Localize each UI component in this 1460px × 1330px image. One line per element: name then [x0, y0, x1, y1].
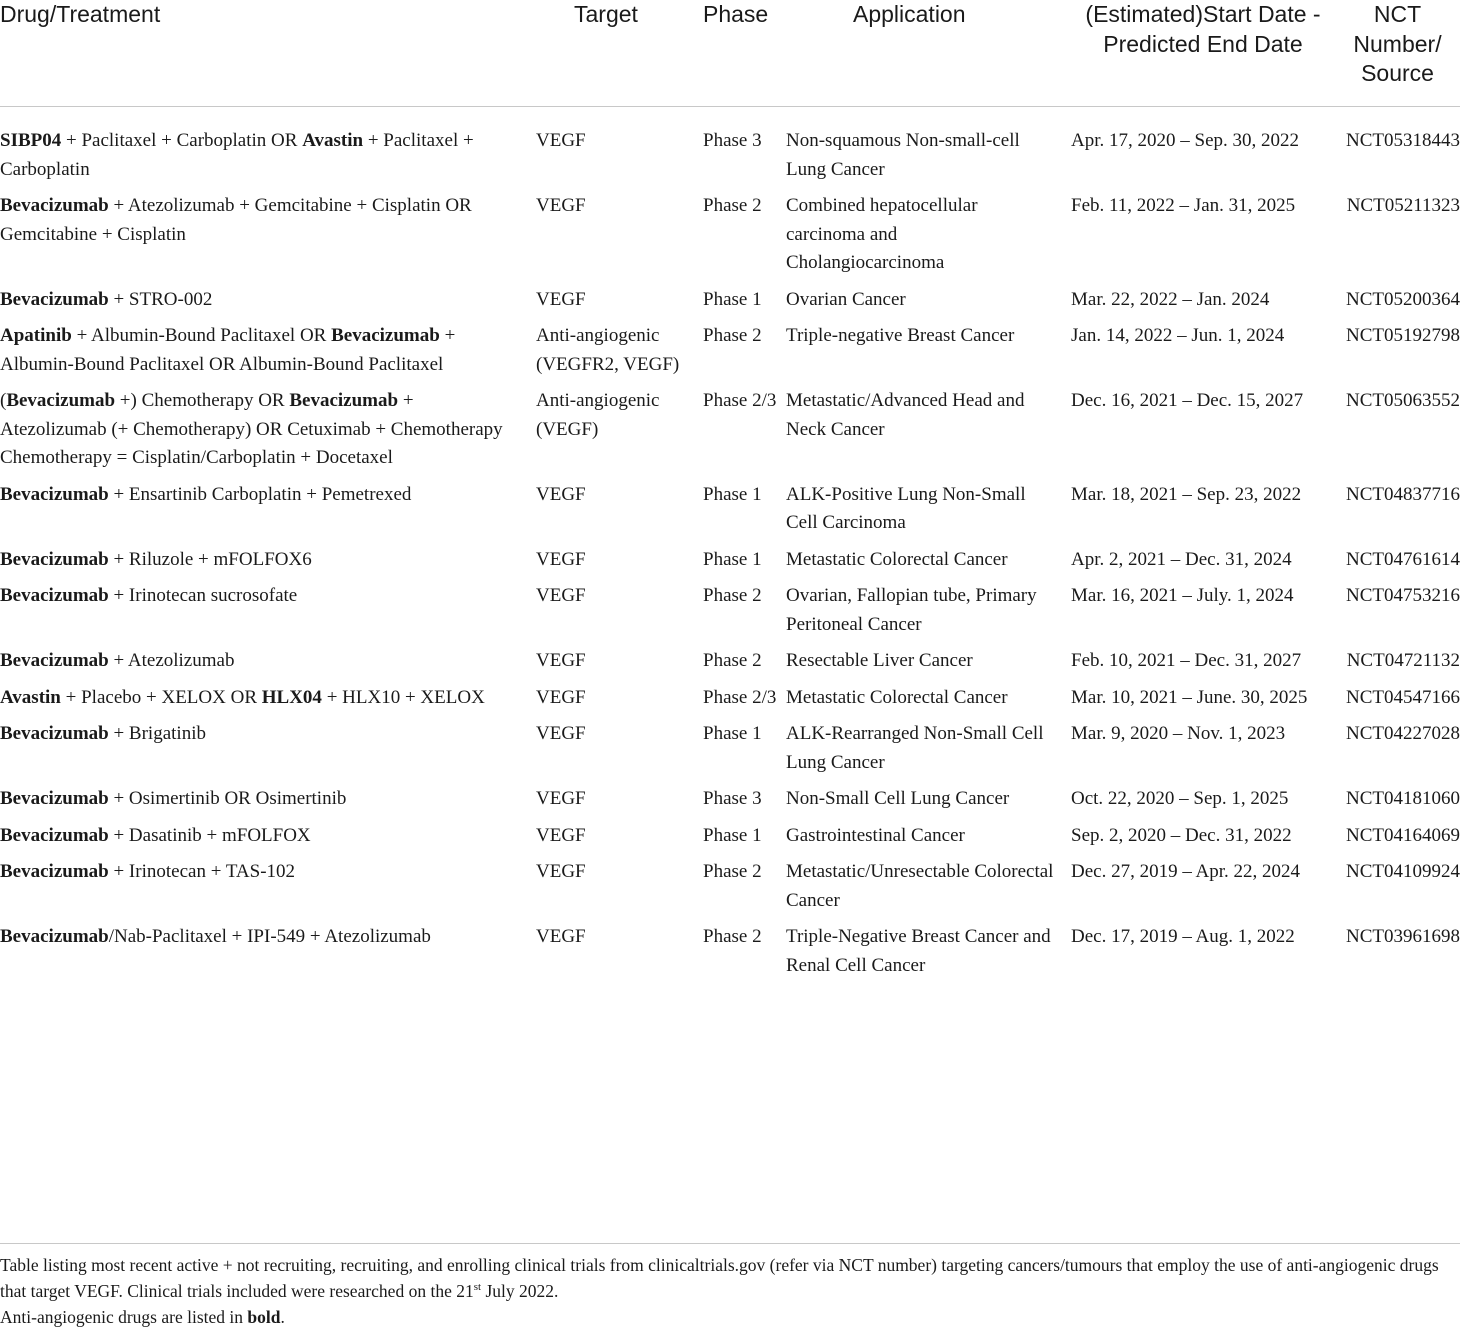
cell-target: VEGF	[536, 686, 586, 708]
table-row	[0, 481, 1460, 546]
cell-drug	[0, 582, 536, 647]
cell-application: Triple-negative Breast Cancer	[786, 325, 1015, 346]
cell-application: Non-squamous Non-small-cell Lung Cancer	[786, 130, 1020, 180]
cell-phase: Phase 1	[703, 824, 762, 846]
drug-text: + Irinotecan sucrosofate	[108, 585, 298, 606]
cell-drug	[0, 286, 536, 323]
cell-dates: Mar. 16, 2021 – July. 1, 2024	[1071, 585, 1294, 606]
cell-phase: Phase 2	[703, 195, 762, 216]
cell-target: VEGF	[536, 548, 586, 570]
footnote-note-text: Anti-angiogenic drugs are listed in	[0, 1307, 248, 1327]
cell-target: VEGF	[536, 650, 586, 671]
table-footnote	[0, 1243, 1460, 1330]
cell-dates: Oct. 22, 2020 – Sep. 1, 2025	[1071, 788, 1289, 809]
cell-application: Metastatic/Unresectable Colorectal Cancer	[786, 861, 1054, 911]
cell-drug	[0, 107, 536, 193]
cell-dates: Mar. 10, 2021 – June. 30, 2025	[1071, 686, 1308, 708]
cell-drug	[0, 720, 536, 785]
drug-text: + Albumin-Bound Paclitaxel OR	[71, 325, 332, 346]
drug-text: (	[0, 390, 7, 411]
cell-phase: Phase 2	[703, 650, 762, 671]
drug-text: + Ensartinib Carboplatin + Pemetrexed	[108, 483, 412, 505]
footnote-note-end: .	[280, 1307, 285, 1327]
cell-target: VEGF	[536, 585, 586, 606]
cell-target: VEGF	[536, 824, 586, 846]
cell-dates: Dec. 17, 2019 – Aug. 1, 2022	[1071, 926, 1295, 947]
table-header-row	[0, 0, 1460, 107]
table-row	[0, 546, 1460, 583]
drug-name-bold: SIBP04	[0, 130, 62, 151]
cell-dates: Mar. 9, 2020 – Nov. 1, 2023	[1071, 723, 1286, 744]
header-dates: (Estimated)Start Date -Predicted End Date	[1071, 0, 1335, 107]
table-row	[0, 684, 1460, 721]
drug-text: + Paclitaxel + Carboplatin	[0, 130, 474, 180]
drug-text: + Brigatinib	[108, 723, 206, 744]
cell-application: Ovarian Cancer	[786, 288, 906, 310]
drug-text: + Albumin-Bound Paclitaxel OR Albumin-Bound Paclitaxel	[0, 325, 456, 375]
cell-drug	[0, 923, 536, 990]
cell-nct: NCT05200364	[1346, 288, 1460, 310]
drug-text: + Atezolizumab + Gemcitabine + Cisplatin OR Gemcitabine + Cisplatin	[0, 195, 472, 245]
cell-target: VEGF	[536, 483, 586, 505]
drug-text: +) Chemotherapy OR	[115, 390, 290, 411]
cell-target: VEGF	[536, 723, 586, 744]
drug-text: + Dasatinib + mFOLFOX	[108, 824, 311, 846]
drug-text: + Irinotecan + TAS-102	[108, 861, 296, 882]
cell-drug	[0, 481, 536, 546]
footnote-description	[0, 1252, 1460, 1304]
table-row	[0, 923, 1460, 990]
cell-drug	[0, 785, 536, 822]
drug-name-bold: Avastin	[0, 686, 61, 708]
drug-name-bold: Bevacizumab	[289, 390, 399, 411]
drug-name-bold: Bevacizumab	[0, 483, 109, 505]
cell-phase: Phase 2/3	[703, 390, 777, 411]
table-row	[0, 720, 1460, 785]
cell-application: ALK-Positive Lung Non-Small Cell Carcinoma	[786, 483, 1026, 533]
footnote-bold-note	[0, 1304, 1460, 1330]
footnote-superscript: st	[473, 1281, 482, 1294]
cell-drug	[0, 647, 536, 684]
cell-dates: Dec. 27, 2019 – Apr. 22, 2024	[1071, 861, 1301, 882]
table-row	[0, 822, 1460, 859]
cell-dates: Apr. 2, 2021 – Dec. 31, 2024	[1071, 548, 1292, 570]
drug-name-bold: Bevacizumab	[6, 390, 116, 411]
drug-name-bold: Bevacizumab	[0, 288, 109, 310]
cell-drug	[0, 858, 536, 923]
drug-text: + Osimertinib OR Osimertinib	[108, 788, 347, 809]
cell-dates: Dec. 16, 2021 – Dec. 15, 2027	[1071, 390, 1304, 411]
cell-dates: Mar. 18, 2021 – Sep. 23, 2022	[1071, 483, 1302, 505]
drug-name-bold: Bevacizumab	[331, 325, 440, 346]
drug-text: + Paclitaxel + Carboplatin OR	[61, 130, 303, 151]
drug-name-bold: Bevacizumab	[0, 548, 109, 570]
cell-application: Triple-Negative Breast Cancer and Renal Cell Cancer	[786, 926, 1051, 976]
footnote-bold-word: bold	[247, 1307, 281, 1327]
table-row	[0, 387, 1460, 481]
cell-nct: NCT04109924	[1346, 861, 1460, 882]
cell-nct: NCT04721132	[1346, 650, 1460, 671]
cell-dates: Mar. 22, 2022 – Jan. 2024	[1071, 288, 1270, 310]
drug-text: /Nab-Paclitaxel + IPI-549 + Atezolizumab	[108, 926, 431, 947]
footnote-text: Table listing most recent active + not recruiting, recruiting, and enrolling clinical trials from clinicaltrials.gov (refer via NCT number) targeting cancers/tumours that employ the use of anti-angiogenic drugs that target VEGF. Clinical trials included were researched on the 21	[0, 1255, 1439, 1301]
table-row	[0, 785, 1460, 822]
drug-name-bold: Bevacizumab	[0, 861, 109, 882]
cell-application: Resectable Liver Cancer	[786, 650, 973, 671]
header-application: Application	[786, 0, 1071, 107]
cell-application: Gastrointestinal Cancer	[786, 824, 965, 846]
table-row	[0, 858, 1460, 923]
cell-target: Anti-angiogenic (VEGF)	[536, 390, 660, 440]
drug-name-bold: Bevacizumab	[0, 195, 109, 216]
cell-drug	[0, 322, 536, 387]
cell-phase: Phase 3	[703, 788, 762, 809]
cell-dates: Feb. 11, 2022 – Jan. 31, 2025	[1071, 195, 1296, 216]
drug-text: + Riluzole + mFOLFOX6	[108, 548, 312, 570]
drug-name-bold: Bevacizumab	[0, 723, 109, 744]
drug-name-bold: Avastin	[302, 130, 364, 151]
drug-name-bold: Apatinib	[0, 325, 72, 346]
cell-application: ALK-Rearranged Non-Small Cell Lung Cancer	[786, 723, 1044, 773]
drug-note: Chemotherapy = Cisplatin/Carboplatin + Docetaxel	[0, 447, 393, 468]
cell-nct: NCT05192798	[1346, 325, 1460, 346]
table-row	[0, 107, 1460, 193]
cell-application: Metastatic Colorectal Cancer	[786, 686, 1008, 708]
header-target: Target	[536, 0, 703, 107]
cell-phase: Phase 2	[703, 861, 762, 882]
header-drug: Drug/Treatment	[0, 0, 536, 107]
cell-target: VEGF	[536, 130, 586, 151]
footnote-text-end: July 2022.	[481, 1281, 559, 1301]
cell-nct: NCT03961698	[1346, 926, 1460, 947]
drug-name-bold: HLX04	[261, 686, 322, 708]
cell-dates: Apr. 17, 2020 – Sep. 30, 2022	[1071, 130, 1299, 151]
cell-phase: Phase 1	[703, 483, 762, 505]
cell-nct: NCT04761614	[1346, 548, 1460, 570]
cell-drug	[0, 387, 536, 481]
drug-name-bold: Bevacizumab	[0, 650, 109, 671]
drug-name-bold: Bevacizumab	[0, 788, 109, 809]
cell-phase: Phase 2/3	[703, 686, 777, 708]
drug-name-bold: Bevacizumab	[0, 585, 109, 606]
drug-text: + Atezolizumab	[108, 650, 235, 671]
drug-name-bold: Bevacizumab	[0, 926, 109, 947]
table-body	[0, 107, 1460, 991]
table-row	[0, 192, 1460, 286]
cell-nct: NCT04164069	[1346, 824, 1460, 846]
cell-target: VEGF	[536, 288, 586, 310]
cell-phase: Phase 3	[703, 130, 762, 151]
cell-phase: Phase 2	[703, 325, 762, 346]
cell-drug	[0, 684, 536, 721]
cell-target: Anti-angiogenic (VEGFR2, VEGF)	[536, 325, 680, 375]
cell-target: VEGF	[536, 195, 586, 216]
drug-text: + Atezolizumab (+ Chemotherapy) OR Cetuximab + Chemotherapy	[0, 390, 503, 440]
cell-phase: Phase 1	[703, 288, 762, 310]
drug-text: + Placebo + XELOX OR	[60, 686, 262, 708]
table-row	[0, 286, 1460, 323]
cell-nct: NCT04181060	[1346, 788, 1460, 809]
cell-drug	[0, 192, 536, 286]
header-phase: Phase	[703, 0, 786, 107]
table-row	[0, 647, 1460, 684]
table-row	[0, 582, 1460, 647]
drug-text: + STRO-002	[108, 288, 213, 310]
cell-phase: Phase 1	[703, 723, 762, 744]
cell-application: Non-Small Cell Lung Cancer	[786, 788, 1010, 809]
cell-application: Metastatic/Advanced Head and Neck Cancer	[786, 390, 1025, 440]
cell-nct: NCT05318443	[1346, 130, 1460, 151]
cell-application: Ovarian, Fallopian tube, Primary Peritoneal Cancer	[786, 585, 1037, 635]
cell-phase: Phase 2	[703, 926, 762, 947]
cell-dates: Jan. 14, 2022 – Jun. 1, 2024	[1071, 325, 1285, 346]
cell-nct: NCT05211323	[1346, 195, 1460, 216]
cell-application: Combined hepatocellular carcinoma and Cholangiocarcinoma	[786, 195, 978, 273]
cell-target: VEGF	[536, 788, 586, 809]
table-row	[0, 322, 1460, 387]
cell-target: VEGF	[536, 926, 586, 947]
cell-nct: NCT05063552	[1346, 390, 1460, 411]
cell-dates: Feb. 10, 2021 – Dec. 31, 2027	[1071, 650, 1302, 671]
cell-drug	[0, 546, 536, 583]
cell-phase: Phase 1	[703, 548, 762, 570]
cell-dates: Sep. 2, 2020 – Dec. 31, 2022	[1071, 824, 1292, 846]
drug-text: + HLX10 + XELOX	[321, 686, 485, 708]
cell-nct: NCT04227028	[1346, 723, 1460, 744]
drug-name-bold: Bevacizumab	[0, 824, 109, 846]
cell-target: VEGF	[536, 861, 586, 882]
cell-nct: NCT04753216	[1346, 585, 1460, 606]
cell-phase: Phase 2	[703, 585, 762, 606]
header-nct: NCT Number/ Source	[1335, 0, 1460, 107]
cell-application: Metastatic Colorectal Cancer	[786, 548, 1008, 570]
cell-drug	[0, 822, 536, 859]
cell-nct: NCT04547166	[1346, 686, 1460, 708]
cell-nct: NCT04837716	[1346, 483, 1460, 505]
